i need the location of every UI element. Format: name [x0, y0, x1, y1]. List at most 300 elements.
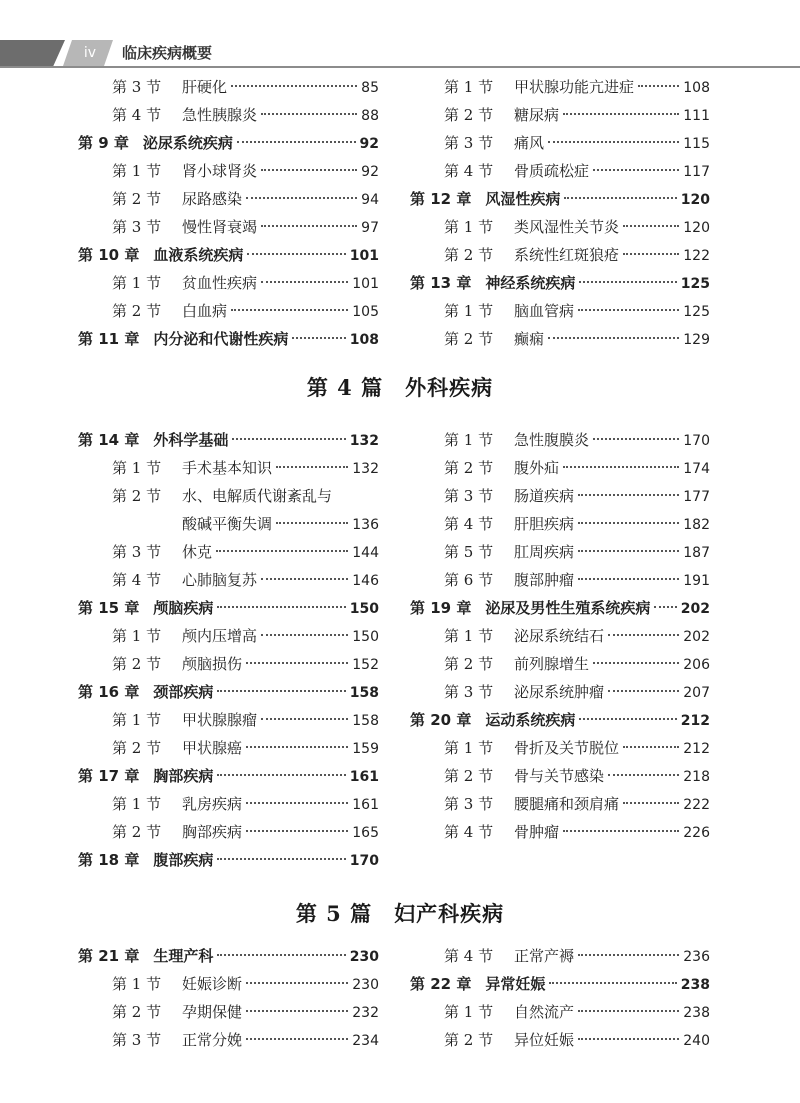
- entry-label: 第 3 节: [112, 78, 162, 96]
- entry-label: 第 9 章: [78, 134, 129, 152]
- entry-title: 肠道疾病: [514, 487, 575, 505]
- toc-section-entry: [410, 454, 710, 482]
- leader-dots: [216, 550, 348, 552]
- toc-section-entry: [78, 538, 379, 566]
- entry-label: 第 12 章: [410, 190, 472, 208]
- entry-title: 颅脑损伤: [182, 655, 243, 673]
- entry-page: 125: [680, 276, 710, 292]
- entry-page: 150: [349, 601, 379, 617]
- toc-section-entry: [78, 1026, 379, 1054]
- entry-title: 心肺脑复苏: [182, 571, 258, 589]
- leader-dots: [593, 169, 679, 171]
- leader-dots: [578, 1038, 679, 1040]
- entry-label: 第 1 节: [112, 627, 162, 645]
- part-heading: 第 4 篇 外科疾病: [306, 375, 494, 400]
- toc-chapter-entry: [78, 129, 379, 157]
- leader-dots: [623, 225, 679, 227]
- leader-dots: [231, 309, 348, 311]
- entry-title: 系统性红斑狼疮: [514, 246, 620, 264]
- leader-dots: [276, 522, 348, 524]
- entry-title: 妊娠诊断: [182, 975, 243, 993]
- toc-chapter-entry: [78, 942, 379, 970]
- entry-page: 117: [683, 164, 710, 180]
- entry-page: 94: [361, 192, 379, 208]
- entry-title: 胸部疾病: [182, 823, 243, 841]
- leader-dots: [217, 954, 345, 956]
- entry-label: 第 3 节: [444, 134, 494, 152]
- entry-title: 骨质疏松症: [514, 162, 590, 180]
- leader-dots: [578, 954, 679, 956]
- toc-section-entry: [410, 157, 710, 185]
- entry-page: 92: [361, 164, 379, 180]
- entry-title: 痛风: [514, 134, 545, 152]
- entry-page: 161: [352, 797, 379, 813]
- entry-title: 癫痫: [514, 330, 545, 348]
- toc-section-entry: [78, 818, 379, 846]
- entry-title: 颈部疾病: [153, 683, 214, 701]
- toc-section-entry: [78, 101, 379, 129]
- entry-page: 161: [349, 769, 379, 785]
- toc-section-entry: [410, 297, 710, 325]
- entry-page: 85: [361, 80, 379, 96]
- leader-dots: [563, 113, 679, 115]
- entry-label: 第 6 节: [444, 571, 494, 589]
- entry-title: 内分泌和代谢性疾病: [153, 330, 289, 348]
- entry-label: 第 3 节: [112, 543, 162, 561]
- entry-page: 230: [349, 949, 379, 965]
- toc-column-left: [78, 73, 379, 353]
- entry-title: 乳房疾病: [182, 795, 243, 813]
- entry-title: 正常产褥: [514, 947, 575, 965]
- entry-label: 第 1 节: [444, 431, 494, 449]
- leader-dots: [638, 85, 679, 87]
- entry-title: 肛周疾病: [514, 543, 575, 561]
- leader-dots: [593, 438, 679, 440]
- toc-section-entry: [78, 297, 379, 325]
- entry-title: 腹部肿瘤: [514, 571, 575, 589]
- entry-title: 类风湿性关节炎: [514, 218, 620, 236]
- entry-label: 第 1 节: [444, 302, 494, 320]
- entry-title: 腰腿痛和颈肩痛: [514, 795, 620, 813]
- entry-page: 101: [352, 276, 379, 292]
- entry-title: 水、电解质代谢紊乱与: [182, 487, 333, 505]
- entry-label: 第 13 章: [410, 274, 472, 292]
- entry-label: 第 3 节: [444, 487, 494, 505]
- entry-page: 234: [352, 1033, 379, 1049]
- leader-dots: [247, 253, 345, 255]
- entry-page: 159: [352, 741, 379, 757]
- toc-section-entry: [410, 510, 710, 538]
- entry-page: 120: [680, 192, 710, 208]
- page-header: [0, 0, 800, 66]
- leader-dots: [623, 746, 679, 748]
- entry-label: 第 1 节: [444, 627, 494, 645]
- entry-title: 外科学基础: [153, 431, 229, 449]
- toc-column-right: [410, 426, 710, 846]
- leader-dots: [608, 774, 679, 776]
- leader-dots: [549, 982, 676, 984]
- leader-dots: [292, 337, 345, 339]
- entry-page: 191: [683, 573, 710, 589]
- leader-dots: [261, 113, 357, 115]
- leader-dots: [578, 550, 679, 552]
- entry-title: 骨与关节感染: [514, 767, 605, 785]
- entry-title: 白血病: [182, 302, 228, 320]
- entry-label: 第 2 节: [112, 823, 162, 841]
- entry-title: 泌尿及男性生殖系统疾病: [485, 599, 651, 617]
- leader-dots: [548, 337, 679, 339]
- leader-dots: [564, 197, 676, 199]
- entry-label: 第 4 节: [444, 162, 494, 180]
- entry-page: 226: [683, 825, 710, 841]
- entry-page: 202: [680, 601, 710, 617]
- entry-title: 风湿性疾病: [485, 190, 561, 208]
- leader-dots: [623, 802, 679, 804]
- leader-dots: [276, 466, 348, 468]
- entry-page: 108: [683, 80, 710, 96]
- entry-page: 115: [683, 136, 710, 152]
- leader-dots: [563, 466, 679, 468]
- entry-label: 第 2 节: [444, 655, 494, 673]
- entry-title: 颅脑疾病: [153, 599, 214, 617]
- entry-page: 236: [683, 949, 710, 965]
- toc-section-entry: [410, 426, 710, 454]
- leader-dots: [232, 438, 345, 440]
- entry-label: 第 2 节: [444, 459, 494, 477]
- leader-dots: [654, 606, 676, 608]
- toc-section-entry: [78, 157, 379, 185]
- entry-page: 146: [352, 573, 379, 589]
- entry-title: 泌尿系统疾病: [142, 134, 233, 152]
- entry-page: 150: [352, 629, 379, 645]
- entry-title: 贫血性疾病: [182, 274, 258, 292]
- leader-dots: [563, 830, 679, 832]
- entry-page: 97: [361, 220, 379, 236]
- toc-section-entry: [410, 538, 710, 566]
- toc-chapter-entry: [410, 970, 710, 998]
- toc-section-entry: [78, 185, 379, 213]
- leader-dots: [261, 225, 357, 227]
- entry-label: 第 22 章: [410, 975, 472, 993]
- toc-section-entry: [410, 129, 710, 157]
- entry-label: 第 3 节: [112, 1031, 162, 1049]
- entry-label: 第 2 节: [112, 190, 162, 208]
- toc-chapter-entry: [78, 241, 379, 269]
- leader-dots: [608, 690, 679, 692]
- entry-title: 自然流产: [514, 1003, 575, 1021]
- toc-section-entry: [78, 790, 379, 818]
- leader-dots: [578, 522, 679, 524]
- toc-section-entry: [410, 325, 710, 353]
- entry-label: 第 1 节: [444, 218, 494, 236]
- entry-label: 第 14 章: [78, 431, 140, 449]
- toc-chapter-entry: [78, 762, 379, 790]
- entry-label: 第 2 节: [112, 1003, 162, 1021]
- leader-dots: [548, 141, 679, 143]
- toc-section-entry: [410, 482, 710, 510]
- entry-label: 第 5 节: [444, 543, 494, 561]
- leader-dots: [217, 858, 345, 860]
- entry-page: 212: [683, 741, 710, 757]
- toc-section-entry: [78, 650, 379, 678]
- entry-page: 238: [683, 1005, 710, 1021]
- entry-title: 肝硬化: [182, 78, 228, 96]
- toc-section-entry: [410, 734, 710, 762]
- entry-label: 第 4 节: [444, 947, 494, 965]
- toc-section-entry: [78, 622, 379, 650]
- entry-page: 170: [349, 853, 379, 869]
- entry-label: 第 2 节: [112, 739, 162, 757]
- header-tab-dark: [0, 40, 65, 66]
- toc-column-left: [78, 942, 379, 1054]
- toc-section-entry: [78, 73, 379, 101]
- toc-section-entry: [78, 454, 379, 482]
- page-number: iv: [83, 45, 97, 61]
- toc-section-entry: [410, 241, 710, 269]
- toc-section-entry: [78, 482, 379, 510]
- leader-dots: [261, 169, 357, 171]
- entry-title: 酸碱平衡失调: [182, 515, 273, 533]
- entry-label: 第 17 章: [78, 767, 140, 785]
- entry-page: 111: [683, 108, 710, 124]
- leader-dots: [217, 690, 345, 692]
- leader-dots: [231, 85, 357, 87]
- leader-dots: [579, 718, 676, 720]
- toc-chapter-entry: [410, 269, 710, 297]
- toc-section-entry: [78, 269, 379, 297]
- toc-chapter-entry: [78, 325, 379, 353]
- leader-dots: [246, 197, 357, 199]
- entry-title: 孕期保健: [182, 1003, 243, 1021]
- entry-title: 糖尿病: [514, 106, 560, 124]
- entry-page: 174: [683, 461, 710, 477]
- entry-label: 第 10 章: [78, 246, 140, 264]
- entry-label: 第 16 章: [78, 683, 140, 701]
- entry-page: 187: [683, 545, 710, 561]
- entry-title: 泌尿系统肿瘤: [514, 683, 605, 701]
- toc-chapter-entry: [410, 185, 710, 213]
- entry-page: 88: [361, 108, 379, 124]
- toc-section-entry: [410, 650, 710, 678]
- entry-page: 132: [352, 461, 379, 477]
- toc-column-right: [410, 942, 710, 1054]
- leader-dots: [246, 1010, 348, 1012]
- entry-page: 230: [352, 977, 379, 993]
- toc-section-entry: [410, 73, 710, 101]
- entry-title: 血液系统疾病: [153, 246, 244, 264]
- entry-page: 240: [683, 1033, 710, 1049]
- entry-label: 第 18 章: [78, 851, 140, 869]
- entry-title: 泌尿系统结石: [514, 627, 605, 645]
- entry-title: 急性腹膜炎: [514, 431, 590, 449]
- leader-dots: [237, 141, 356, 143]
- entry-label: 第 3 节: [112, 218, 162, 236]
- leader-dots: [593, 662, 679, 664]
- entry-page: 222: [683, 797, 710, 813]
- entry-label: 第 15 章: [78, 599, 140, 617]
- leader-dots: [246, 830, 348, 832]
- entry-title: 肝胆疾病: [514, 515, 575, 533]
- leader-dots: [261, 578, 348, 580]
- entry-title: 腹外疝: [514, 459, 560, 477]
- entry-title: 前列腺增生: [514, 655, 590, 673]
- toc-section-entry: [78, 510, 379, 538]
- entry-page: 101: [349, 248, 379, 264]
- leader-dots: [261, 634, 348, 636]
- entry-label: 第 2 节: [112, 487, 162, 505]
- entry-label: 第 1 节: [444, 78, 494, 96]
- leader-dots: [579, 281, 676, 283]
- entry-page: 165: [352, 825, 379, 841]
- entry-title: 腹部疾病: [153, 851, 214, 869]
- toc-chapter-entry: [410, 706, 710, 734]
- entry-title: 甲状腺腺瘤: [182, 711, 258, 729]
- toc-section-entry: [410, 1026, 710, 1054]
- leader-dots: [246, 746, 348, 748]
- entry-title: 生理产科: [153, 947, 214, 965]
- entry-page: 105: [352, 304, 379, 320]
- entry-label: 第 1 节: [444, 739, 494, 757]
- entry-title: 异常妊娠: [485, 975, 546, 993]
- entry-label: 第 3 节: [444, 795, 494, 813]
- entry-title: 骨折及关节脱位: [514, 739, 620, 757]
- entry-page: 122: [683, 248, 710, 264]
- entry-title: 急性胰腺炎: [182, 106, 258, 124]
- entry-page: 108: [349, 332, 379, 348]
- entry-label: 第 2 节: [444, 1031, 494, 1049]
- book-title: 临床疾病概要: [122, 44, 213, 62]
- entry-page: 238: [680, 977, 710, 993]
- leader-dots: [246, 982, 348, 984]
- entry-label: 第 2 节: [444, 106, 494, 124]
- entry-label: 第 4 节: [112, 571, 162, 589]
- leader-dots: [261, 281, 348, 283]
- entry-label: 第 1 节: [112, 459, 162, 477]
- entry-label: 第 21 章: [78, 947, 140, 965]
- entry-label: 第 11 章: [78, 330, 140, 348]
- leader-dots: [217, 774, 345, 776]
- leader-dots: [578, 1010, 679, 1012]
- toc-column-right: [410, 73, 710, 353]
- toc-section-entry: [410, 678, 710, 706]
- entry-page: 120: [683, 220, 710, 236]
- entry-title: 颅内压增高: [182, 627, 258, 645]
- entry-label: 第 4 节: [112, 106, 162, 124]
- toc-chapter-entry: [78, 426, 379, 454]
- toc-section-entry: [410, 818, 710, 846]
- leader-dots: [578, 309, 679, 311]
- part-heading: 第 5 篇 妇产科疾病: [295, 901, 505, 926]
- entry-title: 骨肿瘤: [514, 823, 560, 841]
- entry-page: 206: [683, 657, 710, 673]
- toc-section-entry: [410, 942, 710, 970]
- entry-label: 第 3 节: [444, 683, 494, 701]
- toc-section-entry: [410, 566, 710, 594]
- entry-title: 异位妊娠: [514, 1031, 575, 1049]
- toc-section-entry: [410, 622, 710, 650]
- leader-dots: [608, 634, 679, 636]
- header-rule: [0, 66, 800, 68]
- entry-title: 脑血管病: [514, 302, 575, 320]
- toc-column-left: [78, 426, 379, 874]
- toc-chapter-entry: [78, 678, 379, 706]
- entry-label: 第 2 节: [444, 246, 494, 264]
- entry-page: 232: [352, 1005, 379, 1021]
- leader-dots: [578, 494, 679, 496]
- entry-label: 第 1 节: [112, 274, 162, 292]
- entry-label: 第 1 节: [112, 162, 162, 180]
- entry-title: 肾小球肾炎: [182, 162, 258, 180]
- leader-dots: [246, 802, 348, 804]
- entry-label: 第 4 节: [444, 515, 494, 533]
- entry-title: 手术基本知识: [182, 459, 273, 477]
- leader-dots: [261, 718, 348, 720]
- toc-section-entry: [78, 970, 379, 998]
- toc-section-entry: [78, 213, 379, 241]
- entry-label: 第 2 节: [112, 655, 162, 673]
- entry-page: 158: [352, 713, 379, 729]
- entry-page: 125: [683, 304, 710, 320]
- toc-section-entry: [78, 734, 379, 762]
- entry-title: 正常分娩: [182, 1031, 243, 1049]
- toc-section-entry: [410, 213, 710, 241]
- entry-page: 132: [349, 433, 379, 449]
- entry-label: 第 2 节: [112, 302, 162, 320]
- leader-dots: [246, 1038, 348, 1040]
- toc-section-entry: [78, 998, 379, 1026]
- entry-page: 144: [352, 545, 379, 561]
- entry-label: 第 1 节: [112, 711, 162, 729]
- entry-page: 136: [352, 517, 379, 533]
- entry-label: 第 4 节: [444, 823, 494, 841]
- entry-page: 212: [680, 713, 710, 729]
- entry-label: 第 1 节: [112, 975, 162, 993]
- entry-page: 202: [683, 629, 710, 645]
- toc-section-entry: [78, 706, 379, 734]
- entry-page: 182: [683, 517, 710, 533]
- entry-page: 158: [349, 685, 379, 701]
- leader-dots: [217, 606, 345, 608]
- entry-page: 152: [352, 657, 379, 673]
- entry-label: 第 2 节: [444, 767, 494, 785]
- entry-page: 207: [683, 685, 710, 701]
- leader-dots: [623, 253, 679, 255]
- entry-title: 运动系统疾病: [485, 711, 576, 729]
- entry-title: 胸部疾病: [153, 767, 214, 785]
- entry-page: 129: [683, 332, 710, 348]
- toc-section-entry: [410, 101, 710, 129]
- toc-chapter-entry: [78, 594, 379, 622]
- toc-section-entry: [410, 998, 710, 1026]
- leader-dots: [246, 662, 348, 664]
- entry-title: 神经系统疾病: [485, 274, 576, 292]
- toc-section-entry: [78, 566, 379, 594]
- toc-section-entry: [410, 790, 710, 818]
- entry-title: 尿路感染: [182, 190, 243, 208]
- entry-label: 第 1 节: [444, 1003, 494, 1021]
- entry-page: 177: [683, 489, 710, 505]
- toc-chapter-entry: [410, 594, 710, 622]
- entry-title: 甲状腺功能亢进症: [514, 78, 635, 96]
- entry-title: 慢性肾衰竭: [182, 218, 258, 236]
- entry-title: 休克: [182, 543, 213, 561]
- entry-label: 第 20 章: [410, 711, 472, 729]
- entry-page: 170: [683, 433, 710, 449]
- entry-page: 218: [683, 769, 710, 785]
- toc-section-entry: [410, 762, 710, 790]
- entry-title: 甲状腺癌: [182, 739, 243, 757]
- leader-dots: [578, 578, 679, 580]
